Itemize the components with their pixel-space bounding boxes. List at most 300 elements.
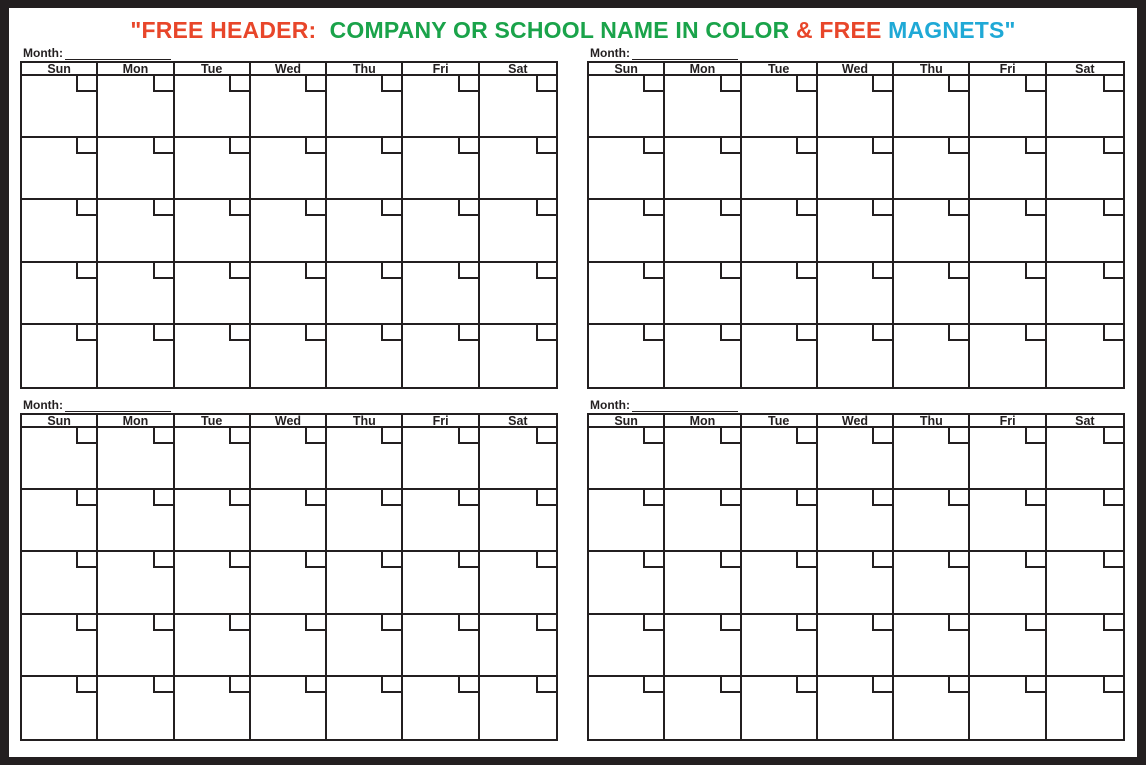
month-grid: [20, 61, 558, 389]
date-number-box: [796, 677, 816, 693]
day-cell: [480, 76, 556, 138]
day-cell: [894, 138, 970, 200]
date-number-box: [720, 677, 740, 693]
header-free-header: "FREE HEADER:: [130, 17, 317, 43]
date-number-box: [76, 76, 96, 92]
date-number-box: [948, 325, 968, 341]
day-cell: [327, 552, 403, 614]
date-number-box: [872, 138, 892, 154]
date-number-box: [1103, 200, 1123, 216]
date-number-box: [458, 263, 478, 279]
date-number-box: [305, 490, 325, 506]
date-number-box: [948, 552, 968, 568]
day-cell: [742, 428, 818, 490]
day-cell: [251, 552, 327, 614]
date-number-box: [458, 490, 478, 506]
day-cell: [480, 490, 556, 552]
month-label: Month:: [590, 46, 630, 60]
day-cell: [970, 76, 1046, 138]
day-cell: [894, 263, 970, 325]
date-number-box: [1103, 76, 1123, 92]
weekday-header: Tue: [175, 415, 251, 428]
date-number-box: [458, 428, 478, 444]
date-number-box: [305, 615, 325, 631]
date-number-box: [536, 138, 556, 154]
day-cell: [480, 263, 556, 325]
date-number-box: [153, 200, 173, 216]
day-cell: [22, 200, 98, 262]
day-cell: [742, 263, 818, 325]
weekday-header: Fri: [403, 415, 479, 428]
date-number-box: [458, 76, 478, 92]
day-cell: [1047, 428, 1123, 490]
day-cell: [403, 76, 479, 138]
weekday-header: Wed: [818, 63, 894, 76]
date-number-box: [1025, 552, 1045, 568]
weekday-header: Thu: [894, 63, 970, 76]
day-cell: [742, 200, 818, 262]
date-number-box: [458, 138, 478, 154]
date-number-box: [458, 615, 478, 631]
day-cell: [327, 263, 403, 325]
day-cell: [589, 428, 665, 490]
date-number-box: [796, 76, 816, 92]
date-number-box: [948, 200, 968, 216]
day-cell: [403, 490, 479, 552]
weekday-header: Fri: [403, 63, 479, 76]
day-cell: [22, 677, 98, 739]
day-cell: [894, 200, 970, 262]
date-number-box: [720, 263, 740, 279]
day-cell: [742, 490, 818, 552]
date-number-box: [1025, 615, 1045, 631]
date-number-box: [872, 428, 892, 444]
date-number-box: [381, 428, 401, 444]
date-number-box: [643, 615, 663, 631]
date-number-box: [76, 325, 96, 341]
day-cell: [403, 428, 479, 490]
date-number-box: [229, 490, 249, 506]
date-number-box: [305, 552, 325, 568]
date-number-box: [948, 490, 968, 506]
calendar-bottom-right: [585, 360, 1125, 740]
day-cell: [175, 615, 251, 677]
weekday-header: Sat: [1047, 415, 1123, 428]
day-cell: [970, 263, 1046, 325]
header-company-name: COMPANY OR SCHOOL NAME IN COLOR: [329, 17, 790, 43]
day-cell: [22, 552, 98, 614]
day-cell: [1047, 677, 1123, 739]
day-cell: [98, 263, 174, 325]
date-number-box: [643, 490, 663, 506]
weekday-header: Sun: [22, 415, 98, 428]
day-cell: [589, 263, 665, 325]
date-number-box: [76, 490, 96, 506]
date-number-box: [458, 325, 478, 341]
date-number-box: [153, 552, 173, 568]
day-cell: [665, 263, 741, 325]
date-number-box: [76, 615, 96, 631]
date-number-box: [720, 552, 740, 568]
day-cell: [175, 428, 251, 490]
day-cell: [175, 552, 251, 614]
date-number-box: [153, 490, 173, 506]
day-cell: [818, 263, 894, 325]
day-cell: [894, 615, 970, 677]
day-cell: [480, 677, 556, 739]
date-number-box: [76, 552, 96, 568]
date-number-box: [305, 76, 325, 92]
weekday-header: Sat: [480, 63, 556, 76]
month-grid: [20, 413, 558, 741]
day-cell: [894, 428, 970, 490]
date-number-box: [153, 615, 173, 631]
date-number-box: [1103, 325, 1123, 341]
day-cell: [251, 490, 327, 552]
date-number-box: [229, 76, 249, 92]
date-number-box: [872, 552, 892, 568]
date-number-box: [720, 490, 740, 506]
day-cell: [970, 552, 1046, 614]
date-number-box: [872, 490, 892, 506]
date-number-box: [643, 138, 663, 154]
date-number-box: [153, 428, 173, 444]
date-number-box: [1025, 138, 1045, 154]
date-number-box: [76, 428, 96, 444]
date-number-box: [1025, 677, 1045, 693]
date-number-box: [536, 615, 556, 631]
date-number-box: [76, 200, 96, 216]
date-number-box: [76, 263, 96, 279]
date-number-box: [536, 490, 556, 506]
month-grid: [587, 61, 1125, 389]
date-number-box: [1103, 677, 1123, 693]
date-number-box: [1025, 428, 1045, 444]
day-cell: [1047, 138, 1123, 200]
month-label: Month:: [23, 398, 63, 412]
day-cell: [251, 138, 327, 200]
date-number-box: [536, 428, 556, 444]
date-number-box: [720, 200, 740, 216]
weekday-header: Sat: [1047, 63, 1123, 76]
weekday-header: Sun: [22, 63, 98, 76]
date-number-box: [720, 325, 740, 341]
day-cell: [970, 490, 1046, 552]
date-number-box: [796, 138, 816, 154]
day-cell: [970, 428, 1046, 490]
day-cell: [818, 552, 894, 614]
date-number-box: [229, 138, 249, 154]
day-cell: [175, 490, 251, 552]
day-cell: [1047, 263, 1123, 325]
day-cell: [98, 677, 174, 739]
weekday-header: Sun: [589, 415, 665, 428]
day-cell: [251, 263, 327, 325]
date-number-box: [536, 677, 556, 693]
weekday-header: Thu: [894, 415, 970, 428]
day-cell: [327, 428, 403, 490]
date-number-box: [1103, 490, 1123, 506]
date-number-box: [948, 76, 968, 92]
date-number-box: [948, 263, 968, 279]
date-number-box: [1025, 263, 1045, 279]
day-cell: [818, 138, 894, 200]
day-cell: [403, 263, 479, 325]
weekday-header: Wed: [818, 415, 894, 428]
date-number-box: [536, 552, 556, 568]
day-cell: [480, 615, 556, 677]
month-label: Month:: [23, 46, 63, 60]
day-cell: [403, 552, 479, 614]
date-number-box: [643, 76, 663, 92]
date-number-box: [229, 615, 249, 631]
day-cell: [22, 263, 98, 325]
weekday-header: Tue: [175, 63, 251, 76]
day-cell: [251, 428, 327, 490]
weekday-header: Mon: [665, 415, 741, 428]
date-number-box: [948, 138, 968, 154]
date-number-box: [948, 428, 968, 444]
date-number-box: [1025, 325, 1045, 341]
day-cell: [1047, 552, 1123, 614]
day-cell: [327, 615, 403, 677]
date-number-box: [381, 76, 401, 92]
calendar-sheet: [9, 8, 1137, 757]
date-number-box: [229, 325, 249, 341]
day-cell: [589, 490, 665, 552]
day-cell: [480, 200, 556, 262]
date-number-box: [796, 325, 816, 341]
date-number-box: [796, 200, 816, 216]
date-number-box: [458, 200, 478, 216]
date-number-box: [643, 263, 663, 279]
weekday-header: Tue: [742, 63, 818, 76]
day-cell: [970, 200, 1046, 262]
day-cell: [970, 677, 1046, 739]
date-number-box: [305, 263, 325, 279]
day-cell: [589, 677, 665, 739]
date-number-box: [720, 615, 740, 631]
day-cell: [1047, 490, 1123, 552]
day-cell: [818, 428, 894, 490]
date-number-box: [796, 263, 816, 279]
day-cell: [327, 677, 403, 739]
date-number-box: [381, 200, 401, 216]
month-blank-line: [65, 49, 171, 60]
weekday-header: Wed: [251, 415, 327, 428]
date-number-box: [458, 677, 478, 693]
date-number-box: [643, 552, 663, 568]
month-blank-line: [632, 401, 738, 412]
day-cell: [589, 615, 665, 677]
date-number-box: [536, 263, 556, 279]
date-number-box: [643, 325, 663, 341]
day-cell: [480, 428, 556, 490]
day-cell: [742, 677, 818, 739]
day-cell: [665, 138, 741, 200]
date-number-box: [305, 200, 325, 216]
weekday-header: Mon: [98, 415, 174, 428]
date-number-box: [872, 200, 892, 216]
day-cell: [251, 200, 327, 262]
day-cell: [403, 677, 479, 739]
month-field: [23, 398, 171, 412]
date-number-box: [720, 138, 740, 154]
date-number-box: [1025, 490, 1045, 506]
calendar-bottom-left: [18, 360, 558, 740]
date-number-box: [796, 490, 816, 506]
day-cell: [818, 677, 894, 739]
weekday-header: Thu: [327, 415, 403, 428]
calendar-top-left: [18, 8, 558, 388]
weekday-header: Mon: [665, 63, 741, 76]
day-cell: [327, 490, 403, 552]
day-cell: [480, 138, 556, 200]
day-cell: [98, 615, 174, 677]
day-cell: [894, 677, 970, 739]
date-number-box: [1103, 138, 1123, 154]
weekday-header: Wed: [251, 63, 327, 76]
day-cell: [665, 490, 741, 552]
day-cell: [665, 76, 741, 138]
date-number-box: [1103, 552, 1123, 568]
day-cell: [251, 76, 327, 138]
month-field: [23, 46, 171, 60]
weekday-header: Sat: [480, 415, 556, 428]
day-cell: [818, 490, 894, 552]
month-field: [590, 46, 738, 60]
date-number-box: [305, 325, 325, 341]
weekday-header: Sun: [589, 63, 665, 76]
date-number-box: [536, 325, 556, 341]
day-cell: [175, 76, 251, 138]
date-number-box: [872, 325, 892, 341]
date-number-box: [153, 325, 173, 341]
day-cell: [98, 200, 174, 262]
day-cell: [742, 138, 818, 200]
weekday-header: Mon: [98, 63, 174, 76]
day-cell: [22, 138, 98, 200]
day-cell: [480, 552, 556, 614]
date-number-box: [153, 263, 173, 279]
date-number-box: [229, 428, 249, 444]
date-number-box: [153, 76, 173, 92]
date-number-box: [229, 552, 249, 568]
header-and-free: & FREE: [796, 17, 882, 43]
day-cell: [22, 428, 98, 490]
day-cell: [742, 615, 818, 677]
day-cell: [403, 138, 479, 200]
date-number-box: [720, 76, 740, 92]
date-number-box: [872, 677, 892, 693]
day-cell: [665, 615, 741, 677]
date-number-box: [381, 615, 401, 631]
weekday-header: Tue: [742, 415, 818, 428]
day-cell: [251, 677, 327, 739]
date-number-box: [381, 263, 401, 279]
date-number-box: [229, 200, 249, 216]
day-cell: [970, 615, 1046, 677]
date-number-box: [76, 677, 96, 693]
day-cell: [894, 490, 970, 552]
date-number-box: [153, 677, 173, 693]
date-number-box: [153, 138, 173, 154]
date-number-box: [381, 138, 401, 154]
month-grid: [587, 413, 1125, 741]
day-cell: [970, 138, 1046, 200]
day-cell: [894, 76, 970, 138]
date-number-box: [536, 76, 556, 92]
month-label: Month:: [590, 398, 630, 412]
date-number-box: [381, 325, 401, 341]
date-number-box: [948, 677, 968, 693]
day-cell: [175, 263, 251, 325]
day-cell: [665, 428, 741, 490]
day-cell: [894, 552, 970, 614]
weekday-header: Fri: [970, 415, 1046, 428]
day-cell: [818, 615, 894, 677]
date-number-box: [76, 138, 96, 154]
day-cell: [22, 615, 98, 677]
date-number-box: [796, 552, 816, 568]
day-cell: [98, 552, 174, 614]
date-number-box: [1103, 263, 1123, 279]
date-number-box: [643, 428, 663, 444]
day-cell: [742, 552, 818, 614]
date-number-box: [536, 200, 556, 216]
date-number-box: [948, 615, 968, 631]
day-cell: [98, 138, 174, 200]
day-cell: [1047, 76, 1123, 138]
date-number-box: [872, 76, 892, 92]
day-cell: [327, 76, 403, 138]
month-blank-line: [65, 401, 171, 412]
day-cell: [175, 677, 251, 739]
day-cell: [403, 615, 479, 677]
day-cell: [589, 76, 665, 138]
day-cell: [98, 490, 174, 552]
day-cell: [665, 552, 741, 614]
day-cell: [818, 200, 894, 262]
day-cell: [1047, 200, 1123, 262]
date-number-box: [796, 615, 816, 631]
day-cell: [327, 138, 403, 200]
day-cell: [665, 200, 741, 262]
day-cell: [403, 200, 479, 262]
day-cell: [589, 138, 665, 200]
date-number-box: [1025, 76, 1045, 92]
weekday-header: Fri: [970, 63, 1046, 76]
date-number-box: [381, 677, 401, 693]
date-number-box: [381, 552, 401, 568]
calendar-top-right: [585, 8, 1125, 388]
date-number-box: [1103, 428, 1123, 444]
weekday-header: Thu: [327, 63, 403, 76]
header-magnets: MAGNETS": [888, 17, 1016, 43]
date-number-box: [720, 428, 740, 444]
date-number-box: [229, 677, 249, 693]
date-number-box: [458, 552, 478, 568]
month-blank-line: [632, 49, 738, 60]
day-cell: [98, 428, 174, 490]
date-number-box: [229, 263, 249, 279]
date-number-box: [305, 428, 325, 444]
day-cell: [1047, 615, 1123, 677]
day-cell: [818, 76, 894, 138]
date-number-box: [305, 677, 325, 693]
date-number-box: [1103, 615, 1123, 631]
day-cell: [742, 76, 818, 138]
